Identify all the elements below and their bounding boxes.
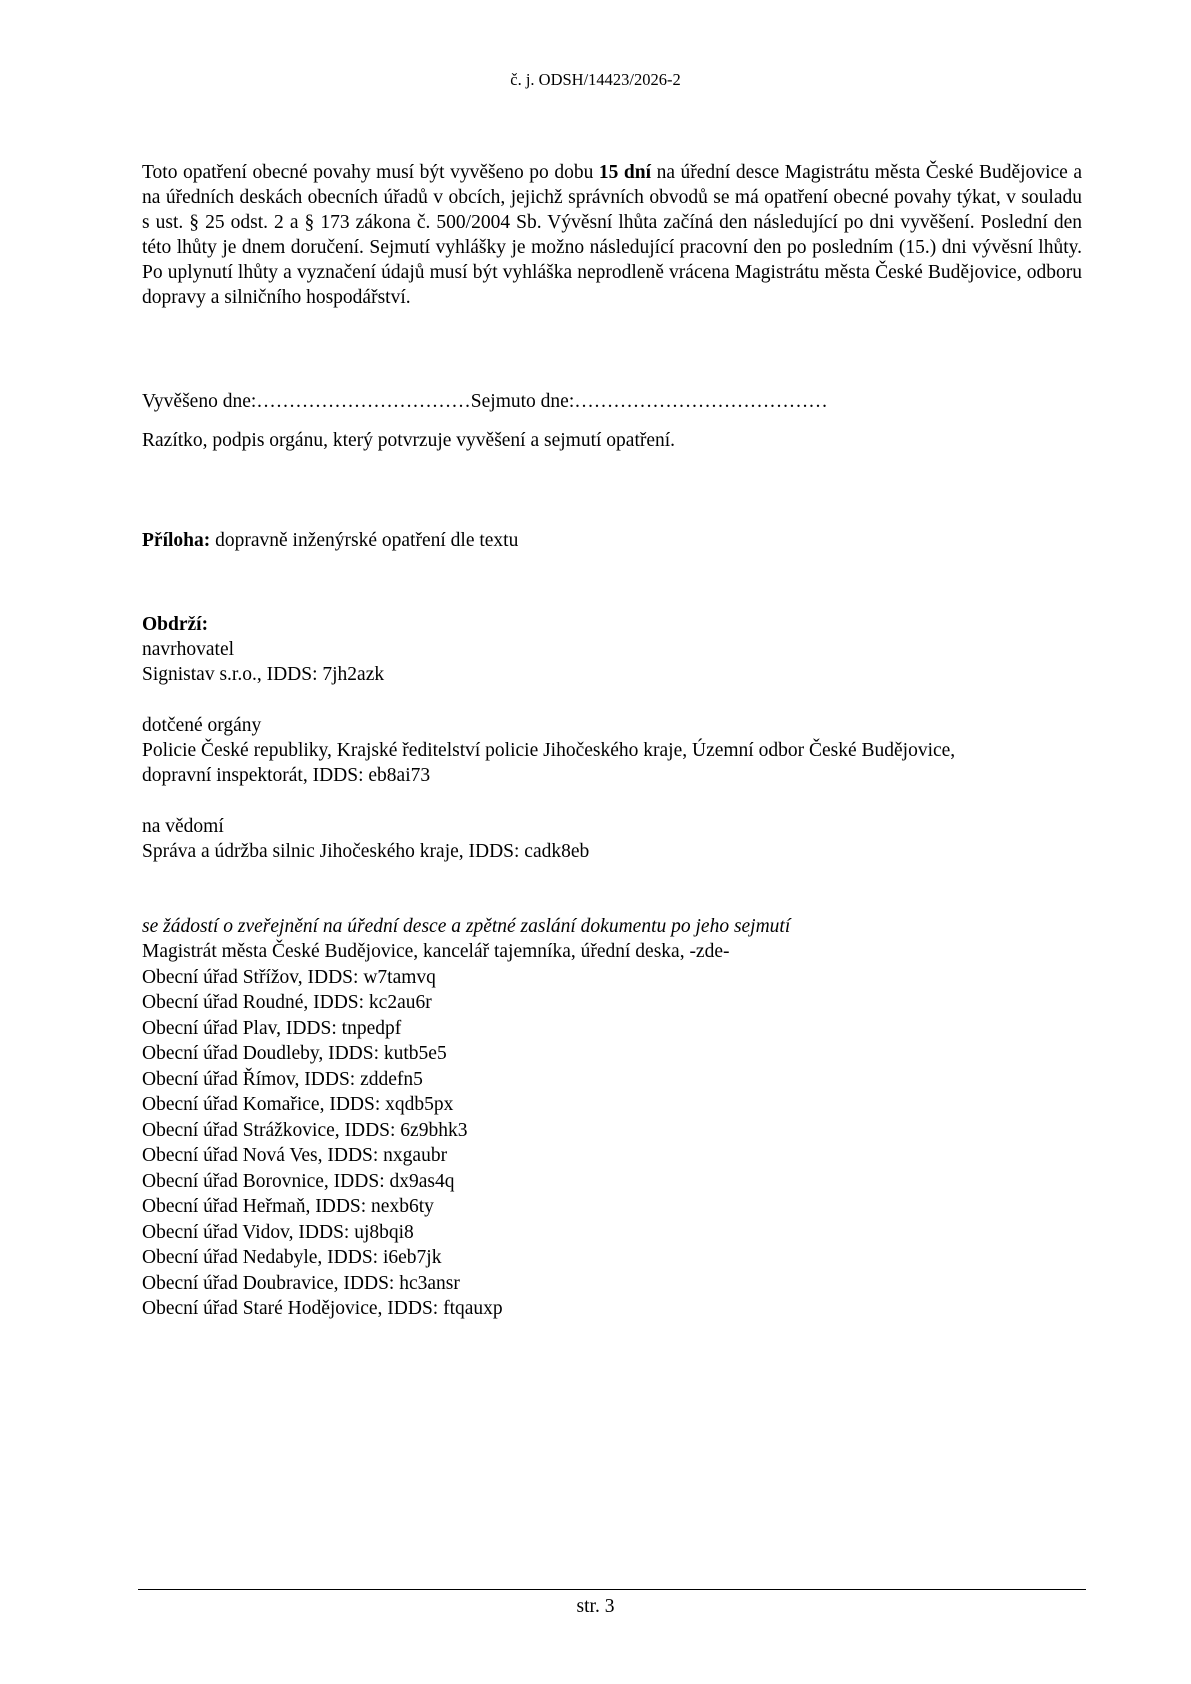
list-item: Obecní úřad Římov, IDDS: zddefn5 bbox=[142, 1068, 423, 1090]
attachment-text: dopravně inženýrské opatření dle textu bbox=[210, 530, 519, 551]
removed-date-label: Sejmuto dne: bbox=[470, 391, 575, 412]
affected-authorities-label: dotčené orgány bbox=[142, 715, 262, 736]
list-item: Magistrát města České Budějovice, kancelář tajemníka, úřední deska, -zde- bbox=[142, 941, 730, 962]
posting-dates-line bbox=[142, 389, 828, 414]
list-item: Obecní úřad Střížov, IDDS: w7tamvq bbox=[142, 966, 436, 988]
list-item: Obecní úřad Vidov, IDDS: uj8bqi8 bbox=[142, 1221, 414, 1243]
for-information-label: na vědomí bbox=[142, 816, 224, 837]
list-item: Obecní úřad Strážkovice, IDDS: 6z9bhk3 bbox=[142, 1119, 468, 1141]
affected-authority-line-2: dopravní inspektorát, IDDS: eb8ai73 bbox=[142, 765, 431, 786]
list-item: Obecní úřad Nedabyle, IDDS: i6eb7jk bbox=[142, 1247, 442, 1268]
publication-recipient-list bbox=[142, 939, 730, 1322]
notice-duration: 15 dní bbox=[598, 162, 652, 183]
removed-date-field: ………………………………… bbox=[574, 391, 828, 412]
affected-authority-line-1: Policie České republiky, Krajské ředitelství policie Jihočeského kraje, Územní odbor České Budějovice, bbox=[142, 740, 956, 761]
posted-date-field: …………………………… bbox=[256, 391, 471, 412]
list-item: Obecní úřad Nová Ves, IDDS: nxgaubr bbox=[142, 1145, 448, 1166]
posted-date-label: Vyvěšeno dne: bbox=[142, 391, 257, 412]
list-item: Obecní úřad Roudné, IDDS: kc2au6r bbox=[142, 992, 432, 1013]
notice-text-rest: na úřední desce Magistrátu města České Budějovice a na úředních deskách obecních úřadů v obcích, jejichž správních obvodů se má opatření obecné povahy týkat, v souladu s ust. § 25 odst. 2 a § 173 zákona č. 500/2004 Sb. Vývěsní lhůta začíná den následující po dni vyvěšení. Poslední den této lhůty je dnem doručení. Sejmutí vyhlášky je možno následující pracovní den po posledním (15.) dni vývěsní lhůty. Po uplynutí lhůty a vyznačení údajů musí být vyhláška neprodleně vrácena Magistrátu města České Budějovice, odboru dopravy a silničního hospodářství. bbox=[142, 162, 1082, 308]
applicant-label: navrhovatel bbox=[142, 639, 235, 660]
page-number: str. 3 bbox=[576, 1596, 615, 1617]
for-information-recipient: Správa a údržba silnic Jihočeského kraje, IDDS: cadk8eb bbox=[142, 841, 590, 862]
list-item: Obecní úřad Heřmaň, IDDS: nexb6ty bbox=[142, 1196, 434, 1217]
attachment-label: Příloha: bbox=[142, 530, 211, 551]
stamp-signature-note: Razítko, podpis orgánu, který potvrzuje vyvěšení a sejmutí opatření. bbox=[142, 430, 676, 451]
attachment-line bbox=[142, 528, 518, 553]
applicant-recipient: Signistav s.r.o., IDDS: 7jh2azk bbox=[142, 664, 385, 685]
list-item: Obecní úřad Borovnice, IDDS: dx9as4q bbox=[142, 1170, 455, 1192]
list-item: Obecní úřad Staré Hodějovice, IDDS: ftqauxp bbox=[142, 1298, 503, 1319]
posting-notice-paragraph bbox=[142, 160, 1082, 310]
list-item: Obecní úřad Doudleby, IDDS: kutb5e5 bbox=[142, 1043, 447, 1064]
document-reference-number: č. j. ODSH/14423/2026-2 bbox=[510, 70, 681, 89]
list-item: Obecní úřad Komařice, IDDS: xqdb5px bbox=[142, 1094, 454, 1115]
list-item: Obecní úřad Doubravice, IDDS: hc3ansr bbox=[142, 1272, 460, 1294]
footer-divider bbox=[138, 1589, 1086, 1590]
recipients-heading: Obdrží: bbox=[142, 614, 209, 635]
notice-text-start: Toto opatření obecné povahy musí být vyvěšeno po dobu bbox=[142, 162, 599, 183]
list-item: Obecní úřad Plav, IDDS: tnpedpf bbox=[142, 1017, 402, 1039]
publication-request-label: se žádostí o zveřejnění na úřední desce a zpětné zaslání dokumentu po jeho sejmutí bbox=[142, 916, 791, 937]
